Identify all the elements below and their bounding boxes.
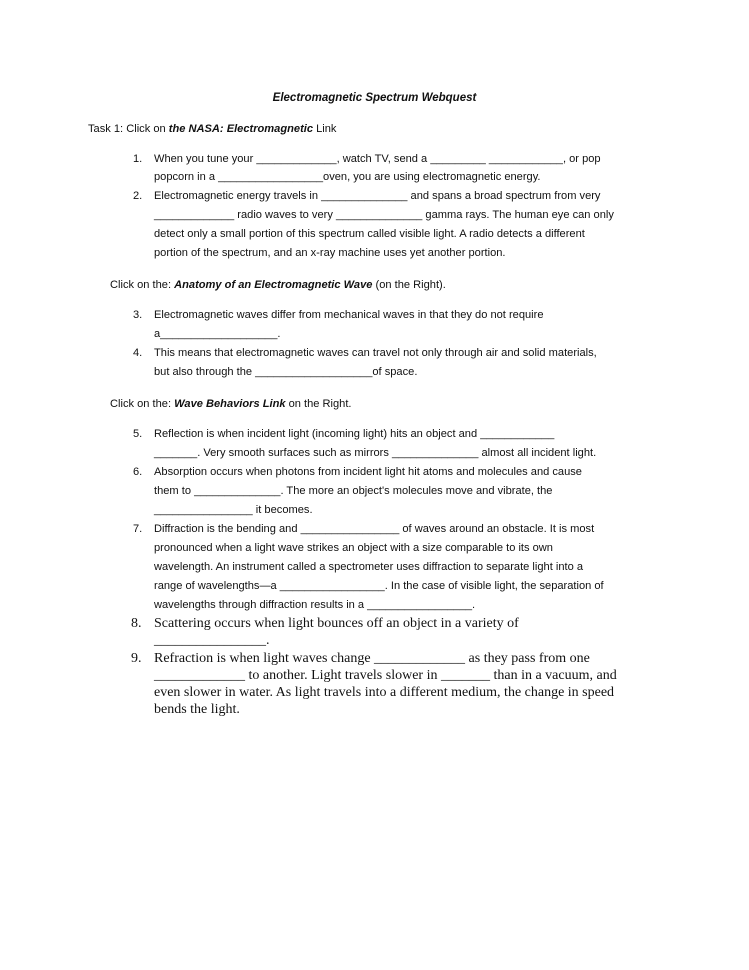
question-6-line: Absorption occurs when photons from incident light hit atoms and molecules and cause [154, 466, 582, 478]
section-wave-behaviors-heading: Click on the: Wave Behaviors Link on the Right. [110, 398, 352, 410]
question-7-line: wavelength. An instrument called a spectrometer uses diffraction to separate light into a [154, 561, 583, 573]
question-2-line: detect only a small portion of this spectrum called visible light. A radio detects a different [154, 228, 585, 240]
question-8-line: ________________. [154, 633, 270, 648]
question-7-line: range of wavelengths—a _________________. In the case of visible light, the separation of [154, 580, 604, 592]
page-title: Electromagnetic Spectrum Webquest [272, 92, 477, 104]
nasa-link-name: the NASA: Electromagnetic [168, 123, 314, 135]
question-6-line: ________________ it becomes. [154, 504, 313, 516]
question-1-line: When you tune your _____________, watch TV, send a _________ ____________, or pop [154, 153, 601, 165]
question-5-line: Reflection is when incident light (incoming light) hits an object and ____________ [154, 428, 555, 440]
question-9-line: even slower in water. As light travels into a different medium, the change in speed [154, 685, 615, 700]
section-anatomy-heading: Click on the: Anatomy of an Electromagnetic Wave (on the Right). [110, 279, 446, 291]
question-7-line: wavelengths through diffraction results in a _________________. [154, 599, 476, 611]
wave-behaviors-link-name: Wave Behaviors Link [174, 398, 286, 410]
question-2-line: _____________ radio waves to very ______________ gamma rays. The human eye can only [154, 209, 614, 221]
question-7-line: Diffraction is the bending and ________________ of waves around an obstacle. It is most [154, 523, 595, 535]
question-6-line: them to ______________. The more an object's molecules move and vibrate, the [154, 485, 553, 497]
anatomy-link-name: Anatomy of an Electromagnetic Wave [174, 279, 373, 291]
question-7-line: pronounced when a light wave strikes an object with a size comparable to its own [154, 542, 553, 554]
question-2-line: portion of the spectrum, and an x-ray machine uses yet another portion. [154, 247, 506, 259]
question-number: 3. [133, 309, 143, 321]
question-number: 9. [131, 651, 142, 666]
question-3-line: Electromagnetic waves differ from mechanical waves in that they do not require [154, 309, 544, 321]
question-2-line: Electromagnetic energy travels in ______________ and spans a broad spectrum from very [154, 190, 601, 202]
question-number: 7. [133, 523, 143, 535]
question-number: 2. [133, 190, 143, 202]
question-4-line: but also through the ___________________of space. [154, 366, 418, 378]
question-number: 6. [133, 466, 143, 478]
question-number: 5. [133, 428, 143, 440]
question-4-line: This means that electromagnetic waves can travel not only through air and solid materials, [154, 347, 597, 359]
question-1-line: popcorn in a _________________oven, you are using electromagnetic energy. [154, 171, 541, 183]
question-9-line: bends the light. [154, 702, 240, 717]
task1-heading: Task 1: Click on the NASA: Electromagnetic Link [88, 123, 337, 135]
question-8-line: Scattering occurs when light bounces off an object in a variety of [154, 616, 519, 631]
question-5-line: _______. Very smooth surfaces such as mirrors ______________ almost all incident light. [154, 447, 597, 459]
question-3-line: a___________________. [154, 328, 281, 340]
question-number: 1. [133, 153, 143, 165]
question-number: 4. [133, 347, 143, 359]
question-number: 8. [131, 616, 142, 631]
question-9-line: _____________ to another. Light travels slower in _______ than in a vacuum, and [154, 668, 617, 683]
question-9-line: Refraction is when light waves change _____________ as they pass from one [154, 651, 590, 666]
